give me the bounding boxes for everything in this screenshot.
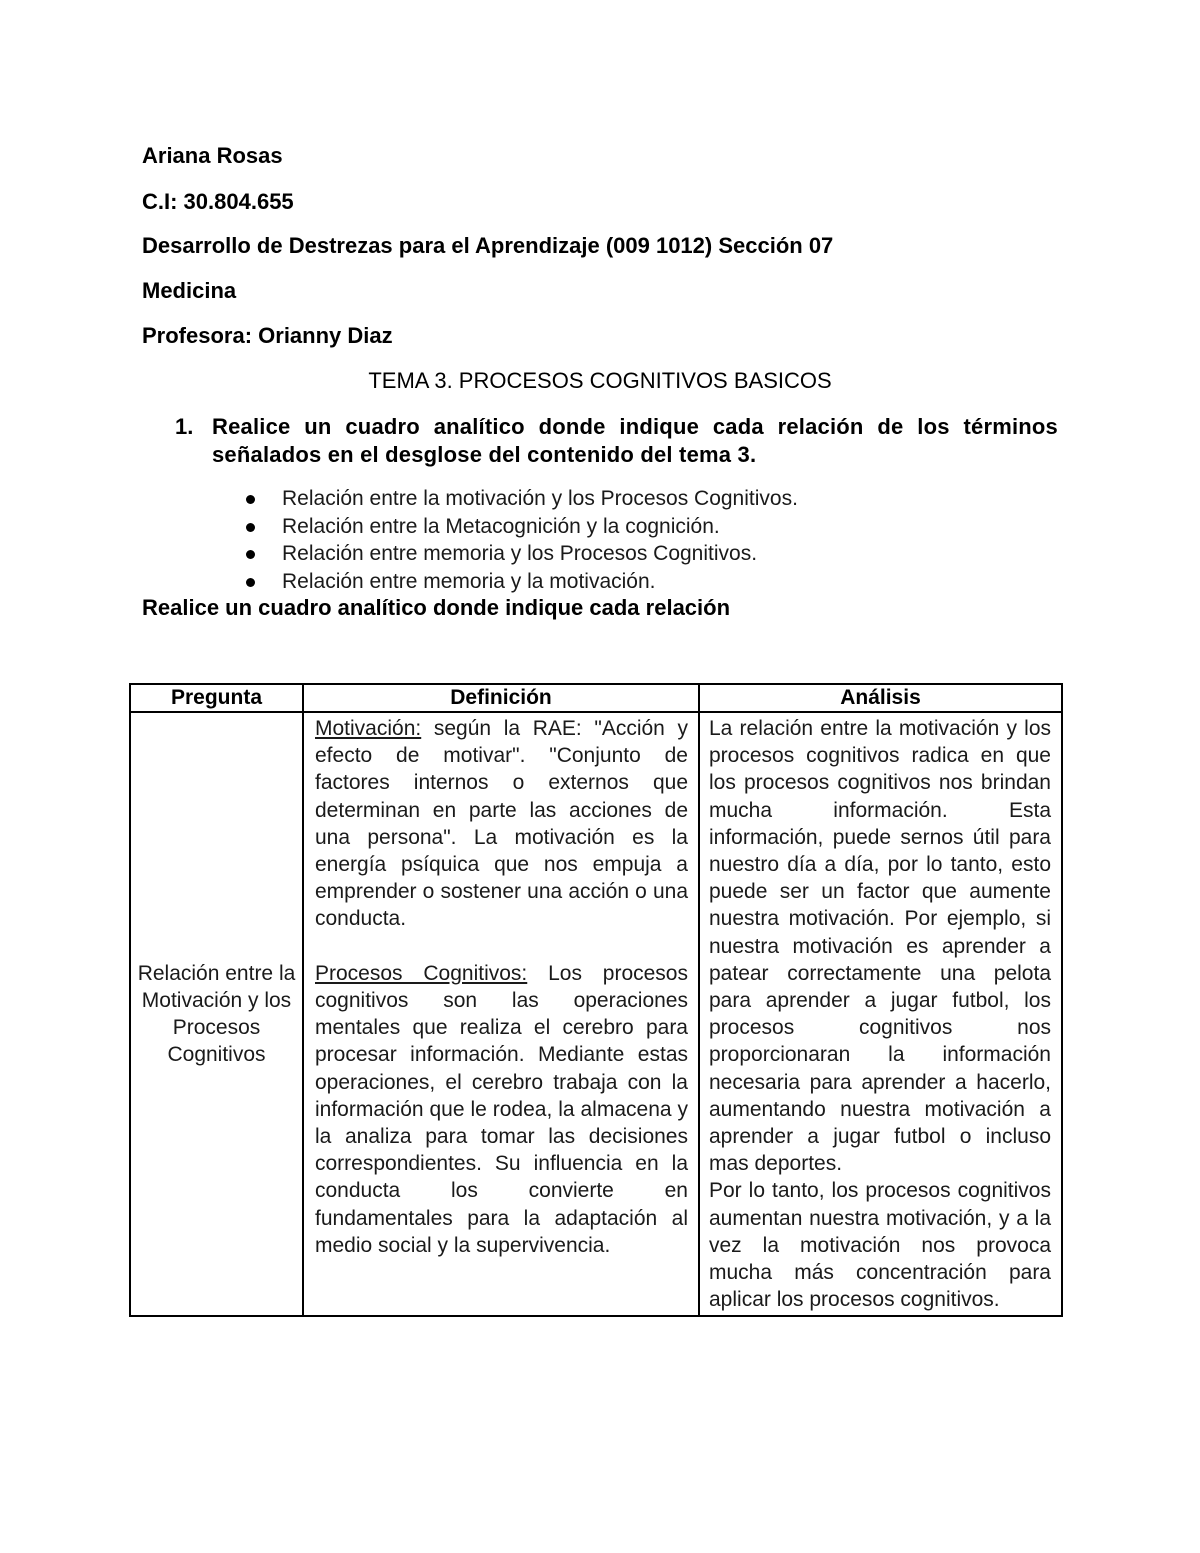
term-procesos: Procesos Cognitivos: bbox=[315, 961, 528, 985]
cell-definicion bbox=[303, 712, 699, 1316]
list-item: Relación entre memoria y la motivación. bbox=[246, 568, 798, 596]
analysis-paragraph-1: La relación entre la motivación y los procesos cognitivos radica en que los procesos cognitivos nos brindan mucha información. Esta información, puede sernos útil para nuestro día a día, por lo tanto, esto puede ser un factor que aumente nuestra motivación. Por ejemplo, si nuestra motivación es aprender a patear correctamente una pelota para aprender a jugar futbol, los procesos cognitivos nos proporcionaran la información necesaria para aprender a hacerlo, aumentando nuestra motivación a aprender a jugar futbol o incluso mas deportes. bbox=[709, 717, 1051, 1176]
question-number: 1. bbox=[175, 414, 194, 439]
table-row bbox=[130, 712, 1062, 1316]
professor: Profesora: Orianny Diaz bbox=[142, 323, 393, 348]
course-title: Desarrollo de Destrezas para el Aprendizaje (009 1012) Sección 07 bbox=[142, 233, 834, 258]
subheading: Realice un cuadro analítico donde indique cada relación bbox=[142, 595, 731, 620]
header-definicion: Definición bbox=[303, 684, 699, 712]
list-item: Relación entre memoria y los Procesos Cognitivos. bbox=[246, 540, 798, 568]
question-text: Realice un cuadro analítico donde indique cada relación de los términos señalados en el desglose del contenido del tema 3. bbox=[212, 414, 1058, 467]
term-motivacion: Motivación: bbox=[315, 717, 422, 740]
bullet-list bbox=[246, 485, 798, 595]
topic-title: TEMA 3. PROCESOS COGNITIVOS BASICOS bbox=[368, 368, 832, 393]
bullet-icon bbox=[246, 578, 255, 587]
header-pregunta: Pregunta bbox=[130, 684, 303, 712]
header-analisis: Análisis bbox=[699, 684, 1062, 712]
definition-motivacion: Motivación: según la RAE: "Acción y efecto de motivar". "Conjunto de factores internos o externos que determinan en parte las acciones de una persona". La motivación es la energía psíquica que nos empuja a emprender o sostener una acción o una conducta. bbox=[315, 717, 688, 931]
bullet-icon bbox=[246, 550, 255, 559]
career: Medicina bbox=[142, 278, 237, 303]
cell-pregunta: Relación entre la Motivación y los Procesos Cognitivos bbox=[130, 712, 303, 1316]
analysis-table bbox=[129, 683, 1063, 1317]
bullet-icon bbox=[246, 495, 255, 504]
cell-analisis bbox=[699, 712, 1062, 1316]
list-item: Relación entre la Metacognición y la cognición. bbox=[246, 513, 798, 541]
student-name: Ariana Rosas bbox=[142, 143, 283, 168]
student-id: C.I: 30.804.655 bbox=[142, 189, 294, 214]
definition-procesos: Procesos Cognitivos: Los procesos cognitivos son las operaciones mentales que realiza el cerebro para procesar información. Mediante estas operaciones, el cerebro trabaja con la información que le rodea, la almacena y la analiza para tomar las decisiones correspondientes. Su influencia en la conducta los convierte en fundamentales para la adaptación al medio social y la supervivencia. bbox=[315, 961, 688, 1257]
list-item: Relación entre la motivación y los Procesos Cognitivos. bbox=[246, 485, 798, 513]
table-header-row bbox=[130, 684, 1062, 712]
bullet-icon bbox=[246, 523, 255, 532]
analysis-paragraph-2: Por lo tanto, los procesos cognitivos aumentan nuestra motivación, y a la vez la motivación nos provoca mucha más concentración para aplicar los procesos cognitivos. bbox=[709, 1179, 1051, 1312]
